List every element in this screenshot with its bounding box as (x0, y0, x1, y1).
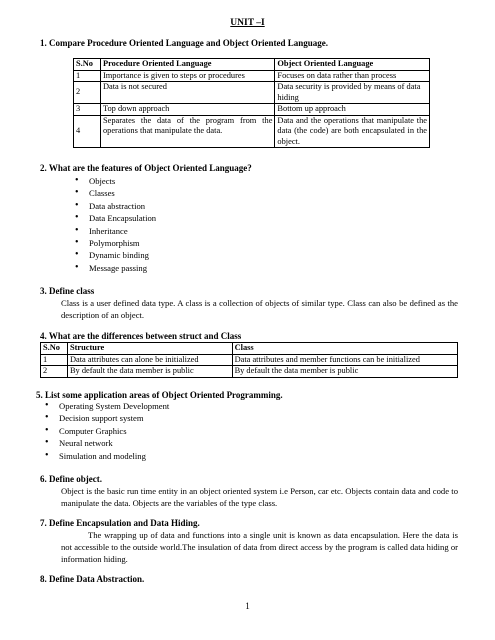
question-5-heading: 5. List some application areas of Object Oriented Programming. (36, 390, 283, 400)
table-cell: Focuses on data rather than process (275, 70, 430, 82)
question-6-heading: 6. Define object. (40, 474, 102, 484)
list-item: • Operating System Development (45, 400, 169, 412)
table-cell: By default the data member is public (67, 366, 232, 378)
question-1-heading: 1. Compare Procedure Oriented Language and Object Oriented Language. (40, 38, 328, 48)
list-item: • Decision support system (45, 412, 169, 424)
column-header: Procedure Oriented Language (100, 59, 274, 71)
table-cell: Data is not secured (100, 82, 274, 104)
table-cell: 2 (74, 82, 101, 104)
table-cell: 1 (74, 70, 101, 82)
column-header: S.No (74, 59, 101, 71)
question-7-heading: 7. Define Encapsulation and Data Hiding. (40, 518, 200, 528)
question-3-answer: Class is a user defined data type. A class is a collection of objects of similar type. Class can also be defined as the description of an object. (61, 298, 458, 320)
column-header: S.No (41, 343, 68, 355)
list-item: • Inheritance (75, 225, 156, 237)
table-cell: Importance is given to steps or procedures (100, 70, 274, 82)
list-item: • Classes (75, 187, 156, 199)
table-cell: 3 (74, 104, 101, 116)
table-cell: Data attributes can alone be initialized (67, 354, 232, 366)
question-6-answer: Object is the basic run time entity in an object oriented system i.e Person, car etc. Objects contain data and code to manipulate the data. Objects are the variables of the type class. (61, 486, 458, 508)
question-7-answer: The wrapping up of data and functions into a single unit is known as data encapsulation. Here the data is not accessible to the outside world.The insulation of data from direct access by the program is called data hiding or information hiding. (61, 530, 458, 564)
table-cell: 2 (41, 366, 68, 378)
page-number: 1 (245, 601, 250, 611)
column-header: Object Oriented Language (275, 59, 430, 71)
application-areas-list (45, 400, 169, 462)
table-row (74, 115, 430, 148)
table-cell: 4 (74, 115, 101, 148)
table-cell: Bottom up approach (275, 104, 430, 116)
table-cell: By default the data member is public (232, 366, 457, 378)
table-cell: Separates the data of the program from the operations that manipulate the data. (100, 115, 274, 148)
list-item: • Dynamic binding (75, 249, 156, 261)
table-cell: Data security is provided by means of data hiding (275, 82, 430, 104)
list-item: • Message passing (75, 262, 156, 274)
list-item: • Objects (75, 175, 156, 187)
question-3-heading: 3. Define class (40, 286, 95, 296)
list-item: • Data abstraction (75, 200, 156, 212)
table-row (41, 354, 458, 366)
list-item: • Data Encapsulation (75, 212, 156, 224)
table-row (74, 82, 430, 104)
question-2-heading: 2. What are the features of Object Oriented Language? (40, 163, 252, 173)
column-header: Class (232, 343, 457, 355)
list-item: • Simulation and modeling (45, 450, 169, 462)
table-cell: Data attributes and member functions can be initialized (232, 354, 457, 366)
list-item: • Computer Graphics (45, 425, 169, 437)
list-item: • Neural network (45, 437, 169, 449)
table-row (74, 104, 430, 116)
comparison-table (73, 58, 430, 148)
column-header: Structure (67, 343, 232, 355)
list-item: • Polymorphism (75, 237, 156, 249)
question-8-heading: 8. Define Data Abstraction. (40, 574, 145, 584)
table-row (41, 366, 458, 378)
features-list (75, 175, 156, 274)
table-cell: Data and the operations that manipulate the data (the code) are both encapsulated in the object. (275, 115, 430, 148)
page-title: UNIT –I (230, 18, 265, 28)
table-header-row (74, 59, 430, 71)
struct-class-table (40, 342, 458, 378)
table-row (74, 70, 430, 82)
question-4-heading: 4. What are the differences between struct and Class (40, 331, 242, 341)
table-header-row (41, 343, 458, 355)
table-cell: Top down approach (100, 104, 274, 116)
table-cell: 1 (41, 354, 68, 366)
